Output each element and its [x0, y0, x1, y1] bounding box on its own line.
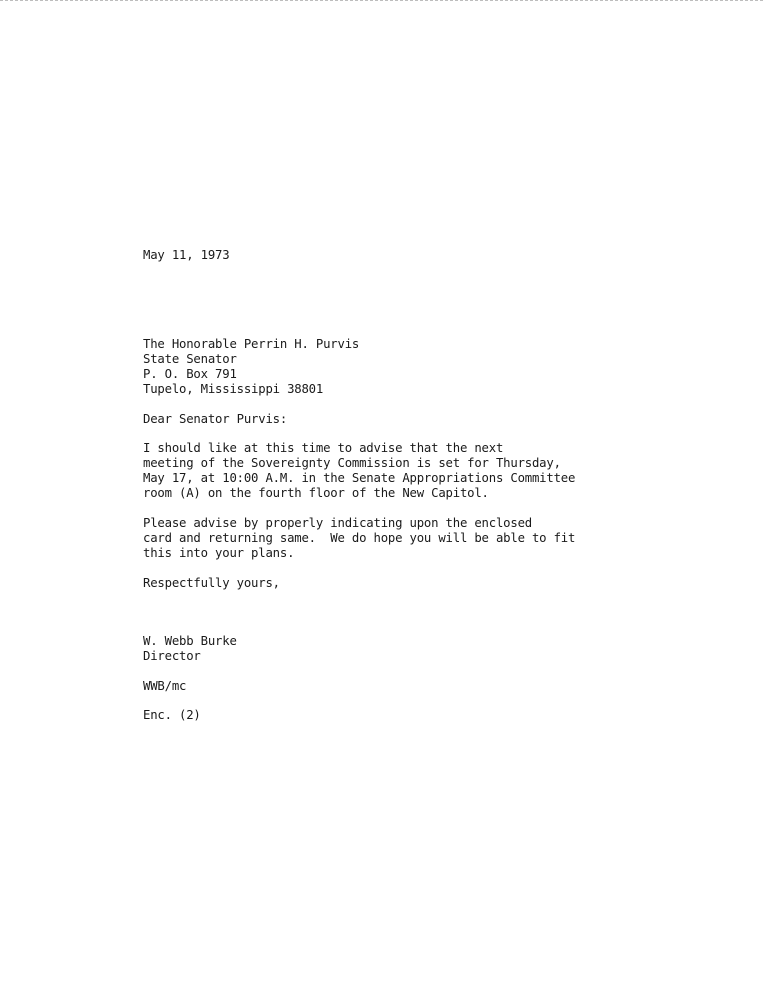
address-line: Tupelo, Mississippi 38801: [143, 382, 324, 396]
reference-initials: [143, 679, 186, 694]
signer-name: W. Webb Burke: [143, 634, 237, 648]
date-line: May 11, 1973: [143, 248, 230, 262]
paragraph-meeting-notice: [143, 441, 575, 501]
recipient-address: [143, 337, 359, 397]
salutation: [143, 412, 287, 427]
paragraph-line: Please advise by properly indicating upon the enclosed: [143, 516, 532, 530]
paragraph-rsvp-request: [143, 516, 575, 561]
signer-title: Director: [143, 649, 201, 663]
enclosure-notation: [143, 708, 201, 723]
enclosure-line: Enc. (2): [143, 708, 201, 722]
letter-date: [143, 248, 229, 263]
paragraph-line: card and returning same. We do hope you will be able to fit: [143, 531, 576, 545]
closing-line: Respectfully yours,: [143, 576, 280, 590]
address-line: The Honorable Perrin H. Purvis: [143, 337, 360, 351]
signature-block: [143, 634, 237, 664]
paragraph-line: meeting of the Sovereignty Commission is set for Thursday,: [143, 456, 561, 470]
salutation-line: Dear Senator Purvis:: [143, 412, 288, 426]
paragraph-line: May 17, at 10:00 A.M. in the Senate Appropriations Committee: [143, 471, 576, 485]
complimentary-closing: [143, 576, 280, 591]
address-line: P. O. Box 791: [143, 367, 237, 381]
paragraph-line: I should like at this time to advise that the next: [143, 441, 504, 455]
initials-line: WWB/mc: [143, 679, 187, 693]
page-top-edge: [0, 0, 763, 1]
address-line: State Senator: [143, 352, 237, 366]
paragraph-line: room (A) on the fourth floor of the New Capitol.: [143, 486, 489, 500]
paragraph-line: this into your plans.: [143, 546, 295, 560]
